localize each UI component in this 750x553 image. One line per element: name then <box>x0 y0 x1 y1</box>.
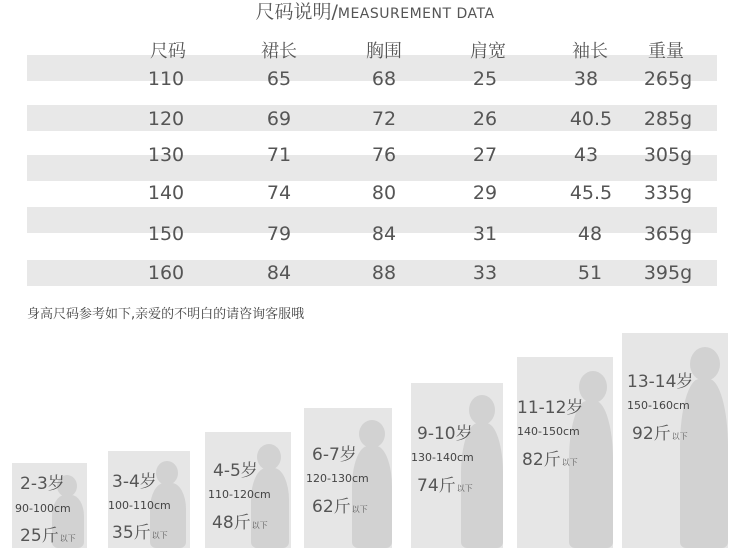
table-cell: 265g <box>643 68 693 90</box>
figure-height: 130-140cm <box>411 451 474 464</box>
table-cell: 26 <box>472 108 498 130</box>
table-cell: 33 <box>472 262 498 284</box>
figure-weight-suffix: 以下 <box>251 521 268 530</box>
table-cell: 40.5 <box>569 108 613 130</box>
table-cell: 76 <box>371 144 397 166</box>
figure-weight <box>20 521 76 546</box>
child-head-icon <box>690 347 720 381</box>
table-cell: 305g <box>643 144 693 166</box>
table-cell: 365g <box>643 223 693 245</box>
table-cell: 51 <box>577 262 603 284</box>
child-body-icon <box>569 401 613 548</box>
figure-weight-suffix: 以下 <box>59 534 76 543</box>
figure-height: 150-160cm <box>627 399 690 412</box>
figure-weight-suffix: 以下 <box>671 432 688 441</box>
table-cell: 84 <box>266 262 292 284</box>
child-head-icon <box>257 444 281 470</box>
header-chest: 胸围 <box>366 41 402 62</box>
child-head-icon <box>469 395 495 425</box>
figure-weight-value: 82斤 <box>522 450 561 470</box>
table-cell: 68 <box>371 68 397 90</box>
header-shoulder: 肩宽 <box>470 41 506 62</box>
figure-weight-value: 48斤 <box>212 513 251 533</box>
figure-weight <box>112 518 168 543</box>
figure-weight-value: 62斤 <box>312 497 351 517</box>
table-cell: 31 <box>472 223 498 245</box>
figure-weight <box>417 471 473 496</box>
header-sleeve: 袖长 <box>572 41 608 62</box>
height-figure-4-5 <box>205 432 291 548</box>
figure-weight-suffix: 以下 <box>151 531 168 540</box>
table-cell: 48 <box>577 223 603 245</box>
table-cell: 38 <box>573 68 599 90</box>
table-cell: 130 <box>147 144 185 166</box>
table-cell: 43 <box>573 144 599 166</box>
table-cell: 45.5 <box>569 182 613 204</box>
figure-age: 13-14岁 <box>627 372 694 392</box>
figure-age: 6-7岁 <box>312 445 357 465</box>
figure-weight <box>312 492 368 517</box>
height-figure-13-14 <box>622 333 728 548</box>
figure-weight-suffix: 以下 <box>351 505 368 514</box>
table-cell: 395g <box>643 262 693 284</box>
table-cell: 335g <box>643 182 693 204</box>
figure-weight <box>212 508 268 533</box>
height-figure-2-3 <box>12 463 87 548</box>
table-cell: 71 <box>266 144 292 166</box>
table-cell: 79 <box>266 223 292 245</box>
figure-height: 110-120cm <box>208 488 271 501</box>
figure-age: 9-10岁 <box>417 424 473 444</box>
figure-weight-value: 92斤 <box>632 424 671 444</box>
height-figure-3-4 <box>108 451 190 548</box>
header-dress-length: 裙长 <box>261 41 297 62</box>
table-cell: 80 <box>371 182 397 204</box>
child-head-icon <box>359 420 385 448</box>
figure-age: 2-3岁 <box>20 474 65 494</box>
table-cell: 285g <box>643 108 693 130</box>
table-cell: 140 <box>147 182 185 204</box>
page-title <box>0 0 750 26</box>
table-cell: 29 <box>472 182 498 204</box>
table-cell: 27 <box>472 144 498 166</box>
table-cell: 150 <box>147 223 185 245</box>
table-cell: 88 <box>371 262 397 284</box>
figure-weight <box>632 419 688 444</box>
header-size: 尺码 <box>150 41 186 62</box>
table-cell: 25 <box>472 68 498 90</box>
figure-height: 120-130cm <box>306 472 369 485</box>
height-figure-9-10 <box>411 383 503 548</box>
figure-age: 4-5岁 <box>213 461 258 481</box>
title-cn: 尺码说明/ <box>255 1 338 23</box>
figure-weight-value: 74斤 <box>417 476 456 496</box>
table-cell: 160 <box>147 262 185 284</box>
figure-height: 100-110cm <box>108 499 171 512</box>
figure-weight-suffix: 以下 <box>456 484 473 493</box>
figure-age: 11-12岁 <box>517 398 584 418</box>
height-figure-6-7 <box>304 408 392 548</box>
table-cell: 72 <box>371 108 397 130</box>
figure-height: 140-150cm <box>517 425 580 438</box>
table-cell: 65 <box>266 68 292 90</box>
title-en: MEASUREMENT DATA <box>337 6 495 22</box>
table-cell: 74 <box>266 182 292 204</box>
table-cell: 110 <box>147 68 185 90</box>
table-cell: 69 <box>266 108 292 130</box>
figure-age: 3-4岁 <box>112 472 157 492</box>
header-weight: 重量 <box>648 41 684 62</box>
figure-weight <box>522 445 578 470</box>
figure-weight-value: 35斤 <box>112 523 151 543</box>
figure-weight-value: 25斤 <box>20 526 59 546</box>
figure-weight-suffix: 以下 <box>561 458 578 467</box>
table-cell: 84 <box>371 223 397 245</box>
table-cell: 120 <box>147 108 185 130</box>
figure-height: 90-100cm <box>15 502 71 515</box>
child-head-icon <box>156 461 178 485</box>
size-note: 身高尺码参考如下,亲爱的不明白的请咨询客服哦 <box>27 307 305 322</box>
height-figure-11-12 <box>517 357 613 548</box>
